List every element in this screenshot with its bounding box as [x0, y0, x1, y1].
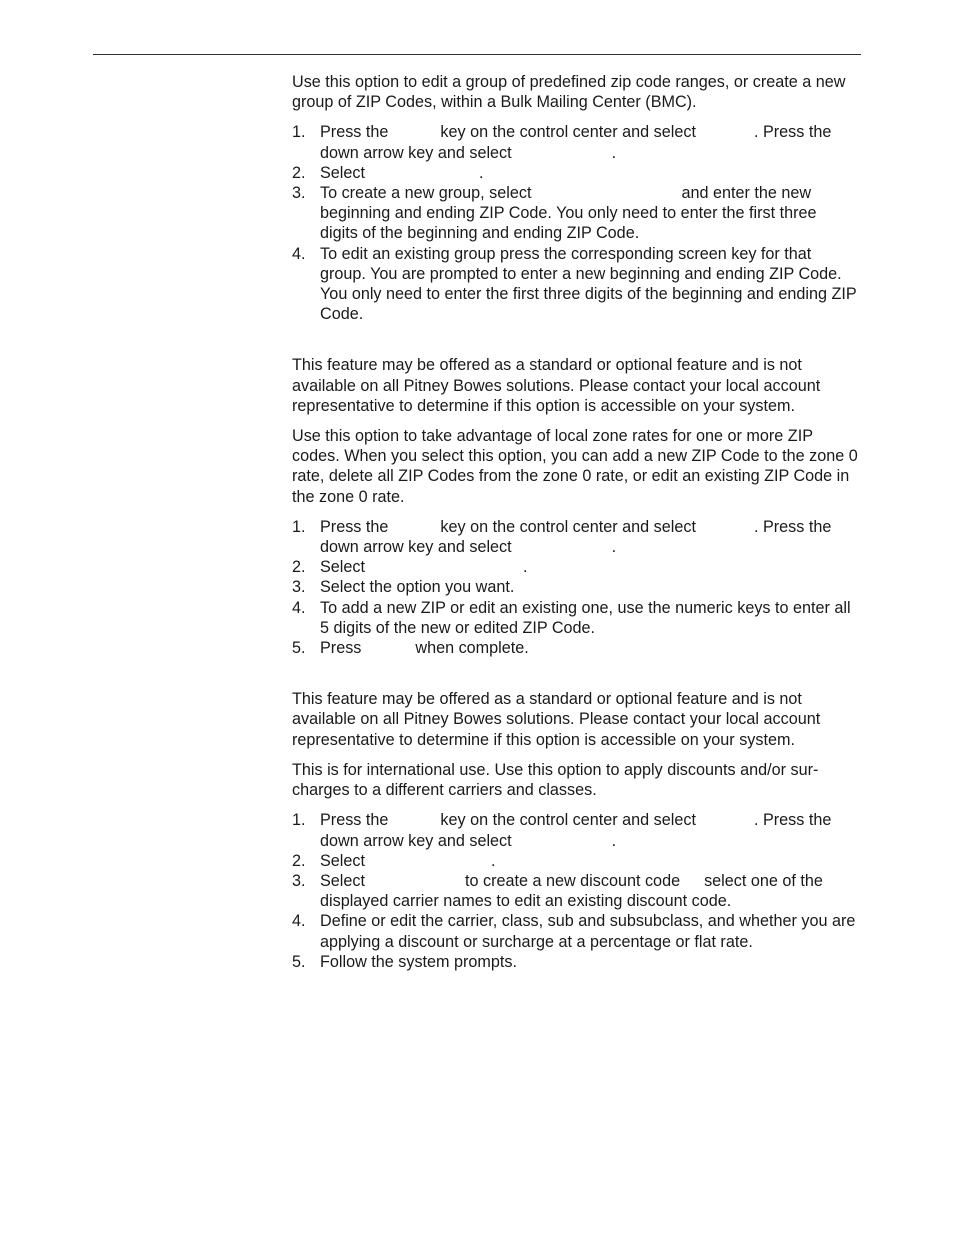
- feature-note: This feature may be offered as a standard or optional feature and is not available on all Pitney Bowes solutions. Please contact your local account representative to determine if this option is accessible on your system.: [292, 356, 821, 415]
- feature-note: This feature may be offered as a standard or optional feature and is not available on all Pitney Bowes solutions. Please contact your local account representative to determine if this option is accessible on your system.: [292, 690, 821, 749]
- section-discounts-surcharges: [292, 689, 858, 972]
- step-item: 4. To edit an existing group press the corresponding screen key for that group. You are prompted to enter a new beginning and ending ZIP Code. You only need to enter the first three digits of the beginning and ending ZIP Code.: [292, 244, 857, 324]
- steps-list: [292, 122, 858, 324]
- step-item: 4. To add a new ZIP or edit an existing one, use the numeric keys to enter all 5 digits of the new or edited ZIP Code.: [292, 598, 851, 637]
- step-item: 2. Select .: [292, 558, 528, 577]
- section-zone-zero-rates: [292, 355, 858, 658]
- section-intro: This is for international use. Use this option to apply discounts and/or sur-charges to a different carriers and classes.: [292, 760, 819, 800]
- step-item: 3. Select to create a new discount code select one of the displayed carrier names to edit an existing discount code.: [292, 871, 823, 911]
- page-content: [292, 72, 858, 982]
- header-rule: [93, 54, 861, 55]
- section-intro: Use this option to take advantage of local zone rates for one or more ZIP codes. When you select this option, you can add a new ZIP Code to the zone 0 rate, delete all ZIP Codes from the zone 0 rate, or edit an existing ZIP Code in the zone 0 rate.: [292, 427, 858, 506]
- steps-list: [292, 810, 858, 972]
- steps-list: [292, 517, 858, 658]
- step-item: 1. Press the key on the control center and select . Press the down arrow key and select .: [292, 811, 832, 850]
- step-item: 3. To create a new group, select and enter the new beginning and ending ZIP Code. You only need to enter the first three digits of the beginning and ending ZIP Code.: [292, 184, 817, 243]
- step-item: 1. Press the key on the control center and select . Press the down arrow key and select .: [292, 517, 832, 557]
- step-item: 2. Select .: [292, 163, 484, 182]
- step-item: 4. Define or edit the carrier, class, sub and subsubclass, and whether you are applying a discount or surcharge at a percentage or flat rate.: [292, 912, 856, 951]
- step-item: 3. Select the option you want.: [292, 578, 515, 597]
- step-item: 5. Press when complete.: [292, 639, 529, 658]
- section-bmc-zip-groups: [292, 72, 858, 324]
- step-item: 2. Select .: [292, 851, 496, 870]
- step-item: 1. Press the key on the control center and select . Press the down arrow key and select .: [292, 123, 832, 162]
- section-intro: Use this option to edit a group of predefined zip code ranges, or create a new group of ZIP Codes, within a Bulk Mailing Center (BMC).: [292, 73, 846, 112]
- step-item: 5. Follow the system prompts.: [292, 952, 518, 971]
